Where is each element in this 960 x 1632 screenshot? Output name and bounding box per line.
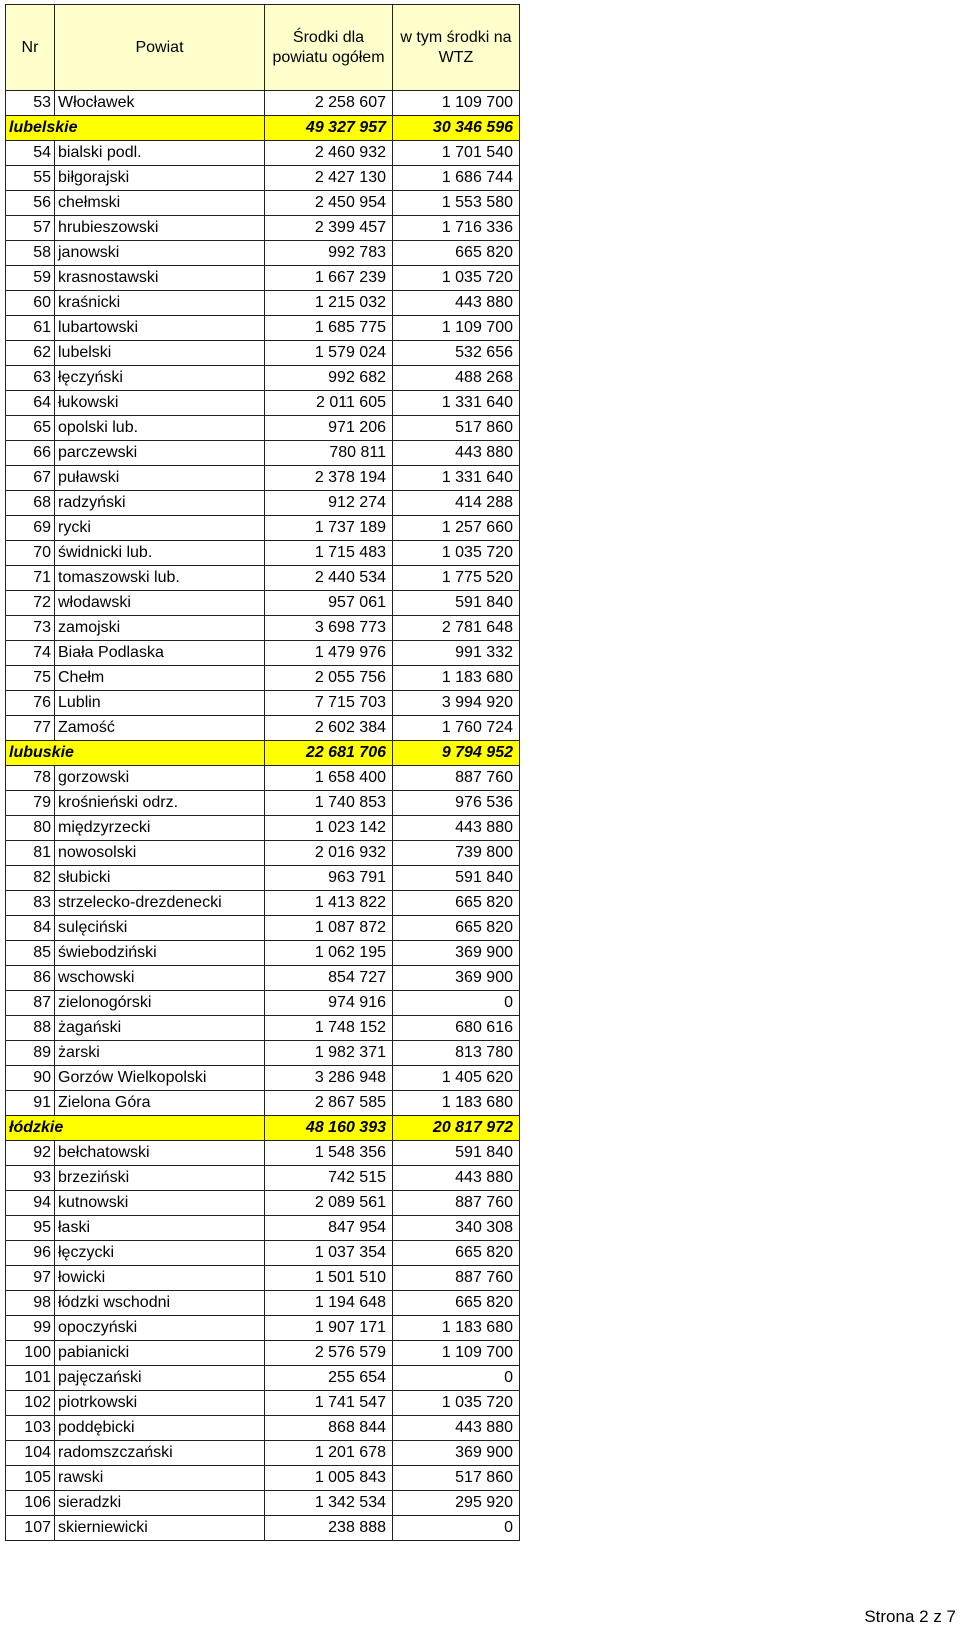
page-number: Strona 2 z 7	[864, 1607, 956, 1626]
table-row	[6, 1166, 520, 1191]
row-number: 81	[6, 841, 55, 866]
total-funds: 1 201 678	[265, 1441, 393, 1466]
row-number: 68	[6, 491, 55, 516]
powiat-name: łaski	[55, 1216, 265, 1241]
row-number: 85	[6, 941, 55, 966]
wtz-funds: 591 840	[393, 866, 520, 891]
table-row	[6, 916, 520, 941]
wtz-funds: 887 760	[393, 1266, 520, 1291]
table-row	[6, 691, 520, 716]
table-row	[6, 516, 520, 541]
table-row	[6, 816, 520, 841]
total-funds: 1 907 171	[265, 1316, 393, 1341]
row-number: 97	[6, 1266, 55, 1291]
wtz-funds: 414 288	[393, 491, 520, 516]
wtz-funds: 1 109 700	[393, 1341, 520, 1366]
table-row	[6, 1266, 520, 1291]
powiat-name: żagański	[55, 1016, 265, 1041]
table-row	[6, 141, 520, 166]
powiat-name: międzyrzecki	[55, 816, 265, 841]
powiat-name: puławski	[55, 466, 265, 491]
wtz-funds: 3 994 920	[393, 691, 520, 716]
wtz-funds: 665 820	[393, 1291, 520, 1316]
wtz-funds: 887 760	[393, 1191, 520, 1216]
powiat-name: łowicki	[55, 1266, 265, 1291]
powiat-name: Lublin	[55, 691, 265, 716]
powiat-name: piotrkowski	[55, 1391, 265, 1416]
powiat-name: zielonogórski	[55, 991, 265, 1016]
row-number: 99	[6, 1316, 55, 1341]
row-number: 87	[6, 991, 55, 1016]
wtz-funds: 1 183 680	[393, 1316, 520, 1341]
wtz-funds: 665 820	[393, 891, 520, 916]
wtz-funds: 1 035 720	[393, 266, 520, 291]
table-row	[6, 1466, 520, 1491]
powiat-name: słubicki	[55, 866, 265, 891]
row-number: 82	[6, 866, 55, 891]
total-funds: 1 737 189	[265, 516, 393, 541]
wtz-funds: 1 035 720	[393, 1391, 520, 1416]
row-number: 93	[6, 1166, 55, 1191]
table-row	[6, 191, 520, 216]
powiat-name: Gorzów Wielkopolski	[55, 1066, 265, 1091]
row-number: 91	[6, 1091, 55, 1116]
row-number: 65	[6, 416, 55, 441]
wtz-funds: 517 860	[393, 416, 520, 441]
wtz-funds: 1 701 540	[393, 141, 520, 166]
powiat-name: biłgorajski	[55, 166, 265, 191]
total-funds: 1 667 239	[265, 266, 393, 291]
table-row	[6, 1366, 520, 1391]
wtz-funds: 0	[393, 991, 520, 1016]
table-row	[6, 1441, 520, 1466]
row-number: 62	[6, 341, 55, 366]
region-name: lubuskie	[6, 741, 265, 766]
row-number: 60	[6, 291, 55, 316]
total-funds: 2 602 384	[265, 716, 393, 741]
total-funds: 847 954	[265, 1216, 393, 1241]
table-row	[6, 291, 520, 316]
row-number: 69	[6, 516, 55, 541]
table-row	[6, 441, 520, 466]
powiat-name: świdnicki lub.	[55, 541, 265, 566]
powiat-name: łęczyński	[55, 366, 265, 391]
powiat-name: tomaszowski lub.	[55, 566, 265, 591]
row-number: 104	[6, 1441, 55, 1466]
wtz-funds: 1 183 680	[393, 666, 520, 691]
wtz-funds: 340 308	[393, 1216, 520, 1241]
header-powiat: Powiat	[55, 5, 265, 91]
wtz-funds: 295 920	[393, 1491, 520, 1516]
total-funds: 1 579 024	[265, 341, 393, 366]
row-number: 72	[6, 591, 55, 616]
wtz-funds: 1 109 700	[393, 91, 520, 116]
row-number: 75	[6, 666, 55, 691]
powiat-name: bialski podl.	[55, 141, 265, 166]
wtz-funds: 532 656	[393, 341, 520, 366]
total-funds: 974 916	[265, 991, 393, 1016]
row-number: 67	[6, 466, 55, 491]
table-row	[6, 1191, 520, 1216]
powiat-name: rawski	[55, 1466, 265, 1491]
row-number: 83	[6, 891, 55, 916]
table-row	[6, 416, 520, 441]
total-funds: 1 748 152	[265, 1016, 393, 1041]
wtz-funds: 813 780	[393, 1041, 520, 1066]
powiat-name: pajęczański	[55, 1366, 265, 1391]
powiat-name: opoczyński	[55, 1316, 265, 1341]
row-number: 77	[6, 716, 55, 741]
powiat-name: skierniewicki	[55, 1516, 265, 1541]
powiat-name: bełchatowski	[55, 1141, 265, 1166]
total-funds: 854 727	[265, 966, 393, 991]
wtz-funds: 1 331 640	[393, 466, 520, 491]
powiat-name: łukowski	[55, 391, 265, 416]
wtz-funds: 443 880	[393, 441, 520, 466]
row-number: 74	[6, 641, 55, 666]
row-number: 92	[6, 1141, 55, 1166]
table-row	[6, 891, 520, 916]
table-row	[6, 466, 520, 491]
table-row	[6, 1091, 520, 1116]
total-funds: 1 548 356	[265, 1141, 393, 1166]
row-number: 58	[6, 241, 55, 266]
total-funds: 7 715 703	[265, 691, 393, 716]
wtz-funds: 30 346 596	[393, 116, 520, 141]
region-row	[6, 741, 520, 766]
row-number: 106	[6, 1491, 55, 1516]
wtz-funds: 1 553 580	[393, 191, 520, 216]
wtz-funds: 1 775 520	[393, 566, 520, 591]
powiat-name: Zamość	[55, 716, 265, 741]
powiat-name: parczewski	[55, 441, 265, 466]
powiat-name: chełmski	[55, 191, 265, 216]
row-number: 59	[6, 266, 55, 291]
total-funds: 238 888	[265, 1516, 393, 1541]
total-funds: 1 413 822	[265, 891, 393, 916]
powiat-name: zamojski	[55, 616, 265, 641]
total-funds: 2 576 579	[265, 1341, 393, 1366]
table-row	[6, 1016, 520, 1041]
table-row	[6, 766, 520, 791]
total-funds: 2 016 932	[265, 841, 393, 866]
wtz-funds: 443 880	[393, 1416, 520, 1441]
row-number: 66	[6, 441, 55, 466]
total-funds: 963 791	[265, 866, 393, 891]
wtz-funds: 443 880	[393, 816, 520, 841]
powiat-name: sulęciński	[55, 916, 265, 941]
total-funds: 742 515	[265, 1166, 393, 1191]
wtz-funds: 0	[393, 1516, 520, 1541]
total-funds: 1 005 843	[265, 1466, 393, 1491]
table-row	[6, 166, 520, 191]
funds-table	[5, 4, 520, 1541]
wtz-funds: 1 331 640	[393, 391, 520, 416]
powiat-name: Biała Podlaska	[55, 641, 265, 666]
powiat-name: włodawski	[55, 591, 265, 616]
total-funds: 1 194 648	[265, 1291, 393, 1316]
table-row	[6, 841, 520, 866]
row-number: 54	[6, 141, 55, 166]
table-row	[6, 1291, 520, 1316]
total-funds: 992 682	[265, 366, 393, 391]
table-row	[6, 941, 520, 966]
table-row	[6, 241, 520, 266]
total-funds: 1 215 032	[265, 291, 393, 316]
table-row	[6, 716, 520, 741]
total-funds: 1 685 775	[265, 316, 393, 341]
total-funds: 2 258 607	[265, 91, 393, 116]
powiat-name: sieradzki	[55, 1491, 265, 1516]
total-funds: 1 037 354	[265, 1241, 393, 1266]
row-number: 78	[6, 766, 55, 791]
total-funds: 2 427 130	[265, 166, 393, 191]
powiat-name: łęczycki	[55, 1241, 265, 1266]
table-row	[6, 591, 520, 616]
row-number: 90	[6, 1066, 55, 1091]
table-row	[6, 1491, 520, 1516]
total-funds: 912 274	[265, 491, 393, 516]
wtz-funds: 665 820	[393, 1241, 520, 1266]
powiat-name: lubartowski	[55, 316, 265, 341]
total-funds: 957 061	[265, 591, 393, 616]
powiat-name: krasnostawski	[55, 266, 265, 291]
table-row	[6, 566, 520, 591]
row-number: 70	[6, 541, 55, 566]
region-name: łódzkie	[6, 1116, 265, 1141]
wtz-funds: 665 820	[393, 241, 520, 266]
row-number: 63	[6, 366, 55, 391]
row-number: 86	[6, 966, 55, 991]
row-number: 55	[6, 166, 55, 191]
total-funds: 2 378 194	[265, 466, 393, 491]
powiat-name: radzyński	[55, 491, 265, 516]
row-number: 61	[6, 316, 55, 341]
header-srodki-ogolem: Środki dla powiatu ogółem	[265, 5, 393, 91]
powiat-name: Włocławek	[55, 91, 265, 116]
powiat-name: brzeziński	[55, 1166, 265, 1191]
row-number: 103	[6, 1416, 55, 1441]
table-row	[6, 1141, 520, 1166]
table-row	[6, 91, 520, 116]
wtz-funds: 369 900	[393, 1441, 520, 1466]
wtz-funds: 1 716 336	[393, 216, 520, 241]
wtz-funds: 739 800	[393, 841, 520, 866]
total-funds: 1 062 195	[265, 941, 393, 966]
row-number: 88	[6, 1016, 55, 1041]
total-funds: 2 399 457	[265, 216, 393, 241]
wtz-funds: 887 760	[393, 766, 520, 791]
table-row	[6, 866, 520, 891]
powiat-name: Zielona Góra	[55, 1091, 265, 1116]
table-row	[6, 1241, 520, 1266]
total-funds: 971 206	[265, 416, 393, 441]
total-funds: 22 681 706	[265, 741, 393, 766]
total-funds: 1 087 872	[265, 916, 393, 941]
wtz-funds: 665 820	[393, 916, 520, 941]
row-number: 79	[6, 791, 55, 816]
wtz-funds: 369 900	[393, 966, 520, 991]
total-funds: 1 741 547	[265, 1391, 393, 1416]
table-row	[6, 1391, 520, 1416]
wtz-funds: 369 900	[393, 941, 520, 966]
total-funds: 1 479 976	[265, 641, 393, 666]
row-number: 80	[6, 816, 55, 841]
header-srodki-wtz: w tym środki na WTZ	[393, 5, 520, 91]
table-row	[6, 1416, 520, 1441]
total-funds: 48 160 393	[265, 1116, 393, 1141]
powiat-name: kutnowski	[55, 1191, 265, 1216]
row-number: 53	[6, 91, 55, 116]
wtz-funds: 591 840	[393, 1141, 520, 1166]
row-number: 89	[6, 1041, 55, 1066]
powiat-name: wschowski	[55, 966, 265, 991]
table-row	[6, 1316, 520, 1341]
table-row	[6, 1341, 520, 1366]
table-row	[6, 641, 520, 666]
wtz-funds: 2 781 648	[393, 616, 520, 641]
table-row	[6, 666, 520, 691]
region-row	[6, 1116, 520, 1141]
row-number: 73	[6, 616, 55, 641]
row-number: 94	[6, 1191, 55, 1216]
total-funds: 1 501 510	[265, 1266, 393, 1291]
total-funds: 2 867 585	[265, 1091, 393, 1116]
row-number: 105	[6, 1466, 55, 1491]
wtz-funds: 443 880	[393, 1166, 520, 1191]
powiat-name: hrubieszowski	[55, 216, 265, 241]
row-number: 76	[6, 691, 55, 716]
wtz-funds: 1 035 720	[393, 541, 520, 566]
table-row	[6, 541, 520, 566]
row-number: 101	[6, 1366, 55, 1391]
powiat-name: radomszczański	[55, 1441, 265, 1466]
table-row	[6, 391, 520, 416]
row-number: 56	[6, 191, 55, 216]
total-funds: 2 450 954	[265, 191, 393, 216]
powiat-name: świebodziński	[55, 941, 265, 966]
table-row	[6, 1066, 520, 1091]
row-number: 98	[6, 1291, 55, 1316]
table-row	[6, 341, 520, 366]
row-number: 100	[6, 1341, 55, 1366]
wtz-funds: 517 860	[393, 1466, 520, 1491]
total-funds: 3 698 773	[265, 616, 393, 641]
wtz-funds: 1 686 744	[393, 166, 520, 191]
wtz-funds: 488 268	[393, 366, 520, 391]
total-funds: 1 740 853	[265, 791, 393, 816]
powiat-name: lubelski	[55, 341, 265, 366]
row-number: 96	[6, 1241, 55, 1266]
powiat-name: strzelecko-drezdenecki	[55, 891, 265, 916]
row-number: 71	[6, 566, 55, 591]
row-number: 57	[6, 216, 55, 241]
total-funds: 1 658 400	[265, 766, 393, 791]
table-row	[6, 366, 520, 391]
table-row	[6, 491, 520, 516]
powiat-name: gorzowski	[55, 766, 265, 791]
powiat-name: poddębicki	[55, 1416, 265, 1441]
total-funds: 2 440 534	[265, 566, 393, 591]
table-row	[6, 791, 520, 816]
wtz-funds: 1 109 700	[393, 316, 520, 341]
total-funds: 780 811	[265, 441, 393, 466]
wtz-funds: 20 817 972	[393, 1116, 520, 1141]
table-row	[6, 216, 520, 241]
powiat-name: rycki	[55, 516, 265, 541]
total-funds: 255 654	[265, 1366, 393, 1391]
row-number: 64	[6, 391, 55, 416]
wtz-funds: 1 257 660	[393, 516, 520, 541]
row-number: 102	[6, 1391, 55, 1416]
table-row	[6, 316, 520, 341]
row-number: 84	[6, 916, 55, 941]
powiat-name: kraśnicki	[55, 291, 265, 316]
table-row	[6, 991, 520, 1016]
wtz-funds: 1 405 620	[393, 1066, 520, 1091]
wtz-funds: 591 840	[393, 591, 520, 616]
row-number: 95	[6, 1216, 55, 1241]
total-funds: 2 089 561	[265, 1191, 393, 1216]
header-row	[6, 5, 520, 91]
table-row	[6, 1216, 520, 1241]
wtz-funds: 443 880	[393, 291, 520, 316]
powiat-name: pabianicki	[55, 1341, 265, 1366]
table-row	[6, 1041, 520, 1066]
wtz-funds: 1 183 680	[393, 1091, 520, 1116]
total-funds: 49 327 957	[265, 116, 393, 141]
total-funds: 992 783	[265, 241, 393, 266]
wtz-funds: 0	[393, 1366, 520, 1391]
row-number: 107	[6, 1516, 55, 1541]
wtz-funds: 976 536	[393, 791, 520, 816]
wtz-funds: 991 332	[393, 641, 520, 666]
powiat-name: krośnieński odrz.	[55, 791, 265, 816]
powiat-name: Chełm	[55, 666, 265, 691]
total-funds: 3 286 948	[265, 1066, 393, 1091]
total-funds: 2 011 605	[265, 391, 393, 416]
powiat-name: janowski	[55, 241, 265, 266]
table-row	[6, 616, 520, 641]
table-body	[6, 91, 520, 1541]
wtz-funds: 1 760 724	[393, 716, 520, 741]
total-funds: 2 055 756	[265, 666, 393, 691]
table-row	[6, 1516, 520, 1541]
powiat-name: nowosolski	[55, 841, 265, 866]
powiat-name: opolski lub.	[55, 416, 265, 441]
total-funds: 1 715 483	[265, 541, 393, 566]
region-name: lubelskie	[6, 116, 265, 141]
wtz-funds: 9 794 952	[393, 741, 520, 766]
wtz-funds: 680 616	[393, 1016, 520, 1041]
total-funds: 2 460 932	[265, 141, 393, 166]
table-row	[6, 266, 520, 291]
total-funds: 1 023 142	[265, 816, 393, 841]
total-funds: 1 982 371	[265, 1041, 393, 1066]
total-funds: 1 342 534	[265, 1491, 393, 1516]
powiat-name: żarski	[55, 1041, 265, 1066]
total-funds: 868 844	[265, 1416, 393, 1441]
table-row	[6, 966, 520, 991]
header-nr: Nr	[6, 5, 55, 91]
region-row	[6, 116, 520, 141]
powiat-name: łódzki wschodni	[55, 1291, 265, 1316]
